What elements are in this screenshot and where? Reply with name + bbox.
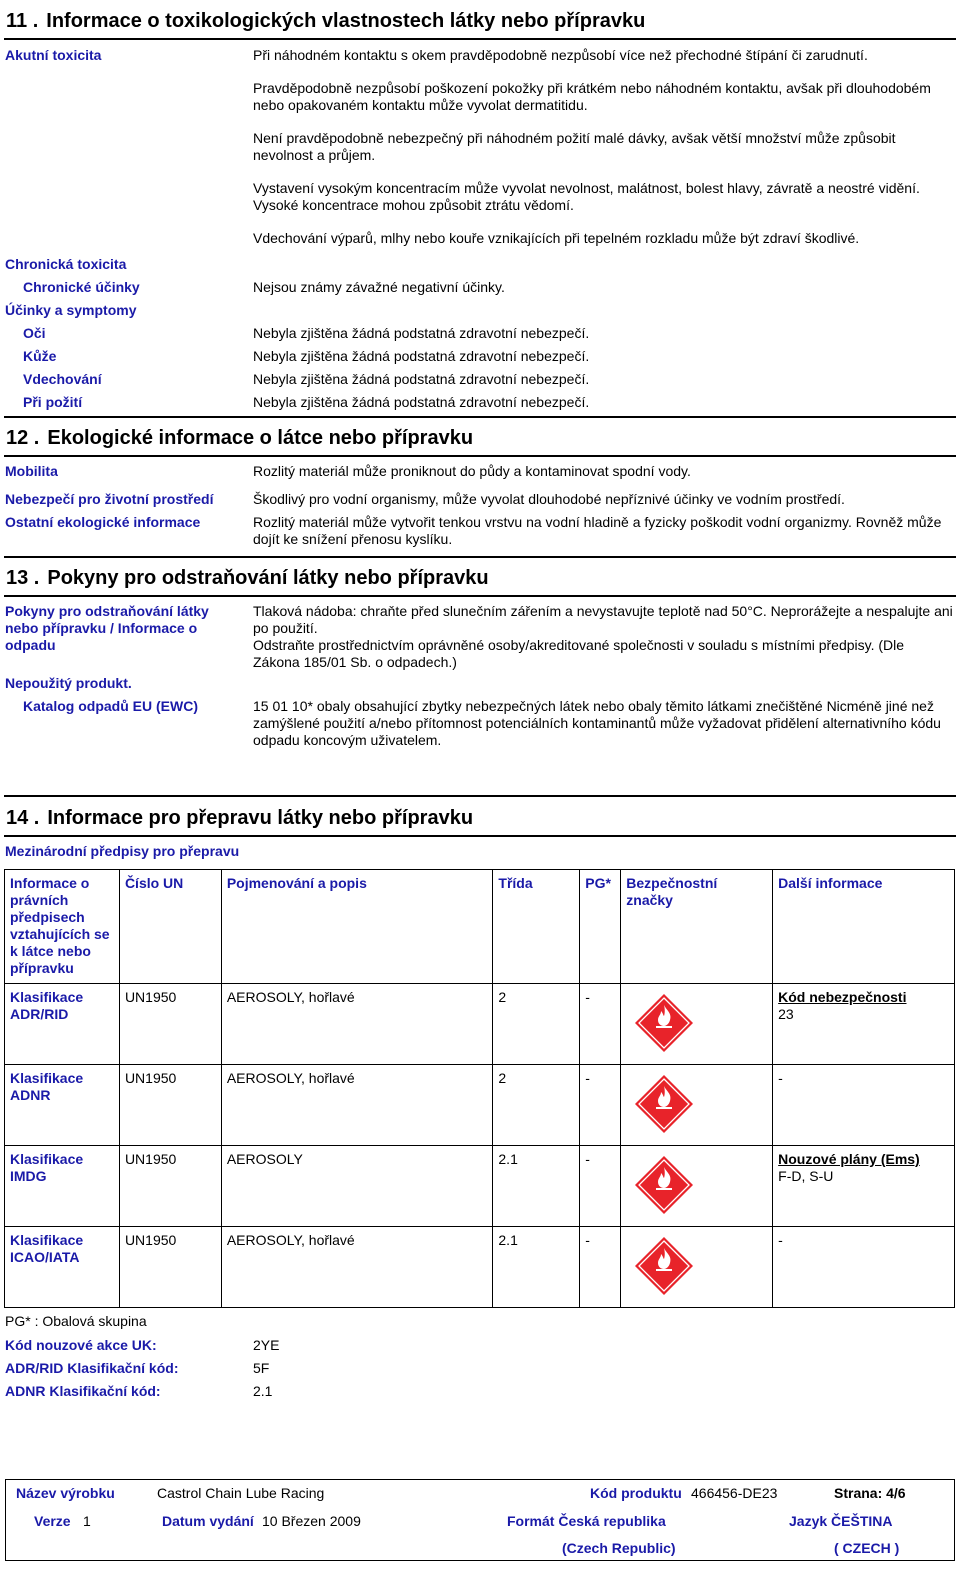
- row-placard: [621, 1065, 773, 1146]
- product-code-value: 466456-DE23: [691, 1485, 778, 1501]
- acute-inhalation-text: Vdechování výparů, mlhy nebo kouře vznikajících při tepelném rozkladu může být zdraví škodlivé.: [253, 230, 860, 246]
- uk-emergency-label: Kód nouzové akce UK:: [5, 1337, 157, 1353]
- ingestion-text: Nebyla zjištěna žádná podstatná zdravotní nebezpečí.: [253, 394, 590, 410]
- flammable-placard-icon: [634, 1074, 767, 1138]
- section-12-rule: [4, 455, 956, 457]
- section-11-end-rule: [4, 416, 956, 418]
- row-name: AEROSOLY, hořlavé: [221, 1065, 493, 1146]
- ewc-label: Katalog odpadů EU (EWC): [23, 698, 198, 714]
- header-regulations: Informace o právních předpisech vztahujících se k látce nebo přípravku: [5, 870, 120, 984]
- section-13-rule: [4, 595, 956, 597]
- row-pg: -: [580, 984, 621, 1065]
- row-class: 2: [493, 984, 580, 1065]
- issue-date-label: Datum vydání: [162, 1513, 254, 1529]
- row-placard: [621, 984, 773, 1065]
- transport-header-row: [5, 870, 955, 984]
- row-class: 2.1: [493, 1227, 580, 1308]
- row-name: AEROSOLY, hořlavé: [221, 984, 493, 1065]
- row-un: UN1950: [119, 1227, 221, 1308]
- section-11-title: 11 . Informace o toxikologických vlastnostech látky nebo přípravku: [6, 10, 646, 32]
- flammable-placard-icon: [634, 993, 767, 1057]
- inhalation-label: Vdechování: [23, 371, 102, 387]
- header-class: Třída: [493, 870, 580, 984]
- table-row: [5, 984, 955, 1065]
- effects-symptoms-label: Účinky a symptomy: [5, 302, 137, 318]
- inhalation-text: Nebyla zjištěna žádná podstatná zdravotní nebezpečí.: [253, 371, 590, 387]
- flammable-placard-icon: [634, 1155, 767, 1219]
- row-info: [773, 984, 955, 1065]
- table-row: [5, 1065, 955, 1146]
- format-sub: (Czech Republic): [562, 1540, 676, 1556]
- table-row: [5, 1227, 955, 1308]
- row-label: Klasifikace ADR/RID: [5, 984, 120, 1065]
- adr-code-value: 5F: [253, 1360, 270, 1376]
- row-label: Klasifikace ADNR: [5, 1065, 120, 1146]
- other-eco-label: Ostatní ekologické informace: [5, 514, 201, 530]
- product-code-label: Kód produktu: [590, 1485, 682, 1501]
- version-value: 1: [83, 1513, 91, 1529]
- header-pg: PG*: [580, 870, 621, 984]
- disposal-text-1: Tlaková nádoba: chraňte před slunečním zářením a nevystavujte teplotě nad 50°C. Neprorážejte a nespalujte ani po použití.: [253, 603, 953, 636]
- international-transport-label: Mezinárodní předpisy pro přepravu: [5, 843, 240, 859]
- row-placard: [621, 1146, 773, 1227]
- skin-text: Nebyla zjištěna žádná podstatná zdravotní nebezpečí.: [253, 348, 590, 364]
- acute-exposure-text: Vystavení vysokým koncentracím může vyvolat nevolnost, malátnost, bolest hlavy, závratě a neostré vidění. Vysoké koncentrace mohou způsobit ztrátu vědomí.: [253, 180, 920, 213]
- adnr-code-value: 2.1: [253, 1383, 273, 1399]
- page-number: Strana: 4/6: [834, 1485, 906, 1501]
- header-shipping-name: Pojmenování a popis: [221, 870, 493, 984]
- info-value: -: [778, 1070, 783, 1086]
- row-label: Klasifikace ICAO/IATA: [5, 1227, 120, 1308]
- info-value: -: [778, 1232, 783, 1248]
- header-un-number: Číslo UN: [119, 870, 221, 984]
- uk-emergency-value: 2YE: [253, 1337, 280, 1353]
- row-pg: -: [580, 1146, 621, 1227]
- language-sub: ( CZECH ): [834, 1540, 900, 1556]
- transport-table: [4, 869, 955, 1308]
- row-class: 2: [493, 1065, 580, 1146]
- format-label: Formát Česká republika: [507, 1513, 666, 1529]
- row-placard: [621, 1227, 773, 1308]
- row-un: UN1950: [119, 1065, 221, 1146]
- unused-product-label: Nepoužitý produkt.: [5, 675, 132, 691]
- ewc-text: 15 01 10* obaly obsahující zbytky nebezpečných látek nebo obaly těmito látkami znečištěné Nicméně jiné než zamýšlené použití a/nebo přítomnost potenciálních kontaminantů může vyžadovat přidělení alternativního kódu odpadu koncovým uživatelem.: [253, 698, 941, 748]
- row-name: AEROSOLY, hořlavé: [221, 1227, 493, 1308]
- version-label: Verze: [34, 1513, 71, 1529]
- row-label: Klasifikace IMDG: [5, 1146, 120, 1227]
- product-name-value: Castrol Chain Lube Racing: [157, 1485, 325, 1501]
- environment-hazard-label: Nebezpečí pro životní prostředí: [5, 491, 214, 507]
- row-name: AEROSOLY: [221, 1146, 493, 1227]
- chronic-effects-text: Nejsou známy závažné negativní účinky.: [253, 279, 505, 295]
- mobility-text: Rozlitý materiál může proniknout do půdy a kontaminovat spodní vody.: [253, 463, 691, 479]
- info-value: 23: [778, 1006, 794, 1022]
- header-safety-labels: Bezpečnostní značky: [621, 870, 773, 984]
- acute-ingestion-text: Není pravděpodobně nebezpečný při náhodném požití malé dávky, avšak větší množství může způsobit nevolnost a průjem.: [253, 130, 896, 163]
- flammable-placard-icon: [634, 1236, 767, 1300]
- acute-toxicity-label: Akutní toxicita: [5, 47, 102, 63]
- section-13-title: 13 . Pokyny pro odstraňování látky nebo přípravku: [6, 567, 489, 589]
- footer: [5, 1479, 955, 1561]
- disposal-label: Pokyny pro odstraňování látky nebo přípravku / Informace o odpadu: [5, 603, 209, 653]
- chronic-toxicity-label: Chronická toxicita: [5, 256, 127, 272]
- row-info: [773, 1146, 955, 1227]
- mobility-label: Mobilita: [5, 463, 58, 479]
- acute-eye-text: Při náhodném kontaktu s okem pravděpodobně nezpůsobí více než přechodné štípání či zarudnutí.: [253, 47, 868, 63]
- section-12-end-rule: [4, 556, 956, 558]
- language-label: Jazyk ČEŠTINA: [789, 1513, 893, 1529]
- section-12-title: 12 . Ekologické informace o látce nebo přípravku: [6, 427, 474, 449]
- section-11-rule: [4, 38, 956, 40]
- info-title: Nouzové plány (Ems): [778, 1151, 920, 1167]
- adnr-code-label: ADNR Klasifikační kód:: [5, 1383, 161, 1399]
- table-row: [5, 1146, 955, 1227]
- adr-code-label: ADR/RID Klasifikační kód:: [5, 1360, 179, 1376]
- eyes-text: Nebyla zjištěna žádná podstatná zdravotní nebezpečí.: [253, 325, 590, 341]
- skin-label: Kůže: [23, 348, 57, 364]
- pg-note: PG* : Obalová skupina: [5, 1313, 147, 1329]
- ingestion-label: Při požití: [23, 394, 83, 410]
- product-name-label: Název výrobku: [16, 1485, 115, 1501]
- section-14-rule: [4, 835, 956, 837]
- disposal-text-2: Odstraňte prostřednictvím oprávněné osoby/akreditované společnosti v souladu s místními předpisy. (Dle Zákona 185/01 Sb. o odpadech.): [253, 637, 905, 670]
- row-info: [773, 1227, 955, 1308]
- section-14-title: 14 . Informace pro přepravu látky nebo přípravku: [6, 807, 474, 829]
- header-additional-info: Další informace: [773, 870, 955, 984]
- eyes-label: Oči: [23, 325, 46, 341]
- info-title: Kód nebezpečnosti: [778, 989, 907, 1005]
- row-un: UN1950: [119, 984, 221, 1065]
- environment-hazard-text: Škodlivý pro vodní organismy, může vyvolat dlouhodobé nepříznivé účinky ve vodním prostředí.: [253, 491, 845, 507]
- acute-skin-text: Pravděpodobně nezpůsobí poškození pokožky při krátkém nebo náhodném kontaktu, avšak při dlouhodobém nebo opakovaném kontaktu může vyvolat dermatitidu.: [253, 80, 931, 113]
- row-pg: -: [580, 1227, 621, 1308]
- other-eco-text: Rozlitý materiál může vytvořit tenkou vrstvu na vodní hladině a fyzicky poškodit vodní organizmy. Rovněž může dojít ke snížení přenosu kyslíku.: [253, 514, 942, 547]
- chronic-effects-label: Chronické účinky: [23, 279, 140, 295]
- info-value: F-D, S-U: [778, 1168, 834, 1184]
- section-13-end-rule: [4, 795, 956, 797]
- row-pg: -: [580, 1065, 621, 1146]
- issue-date-value: 10 Březen 2009: [262, 1513, 361, 1529]
- row-un: UN1950: [119, 1146, 221, 1227]
- row-class: 2.1: [493, 1146, 580, 1227]
- row-info: [773, 1065, 955, 1146]
